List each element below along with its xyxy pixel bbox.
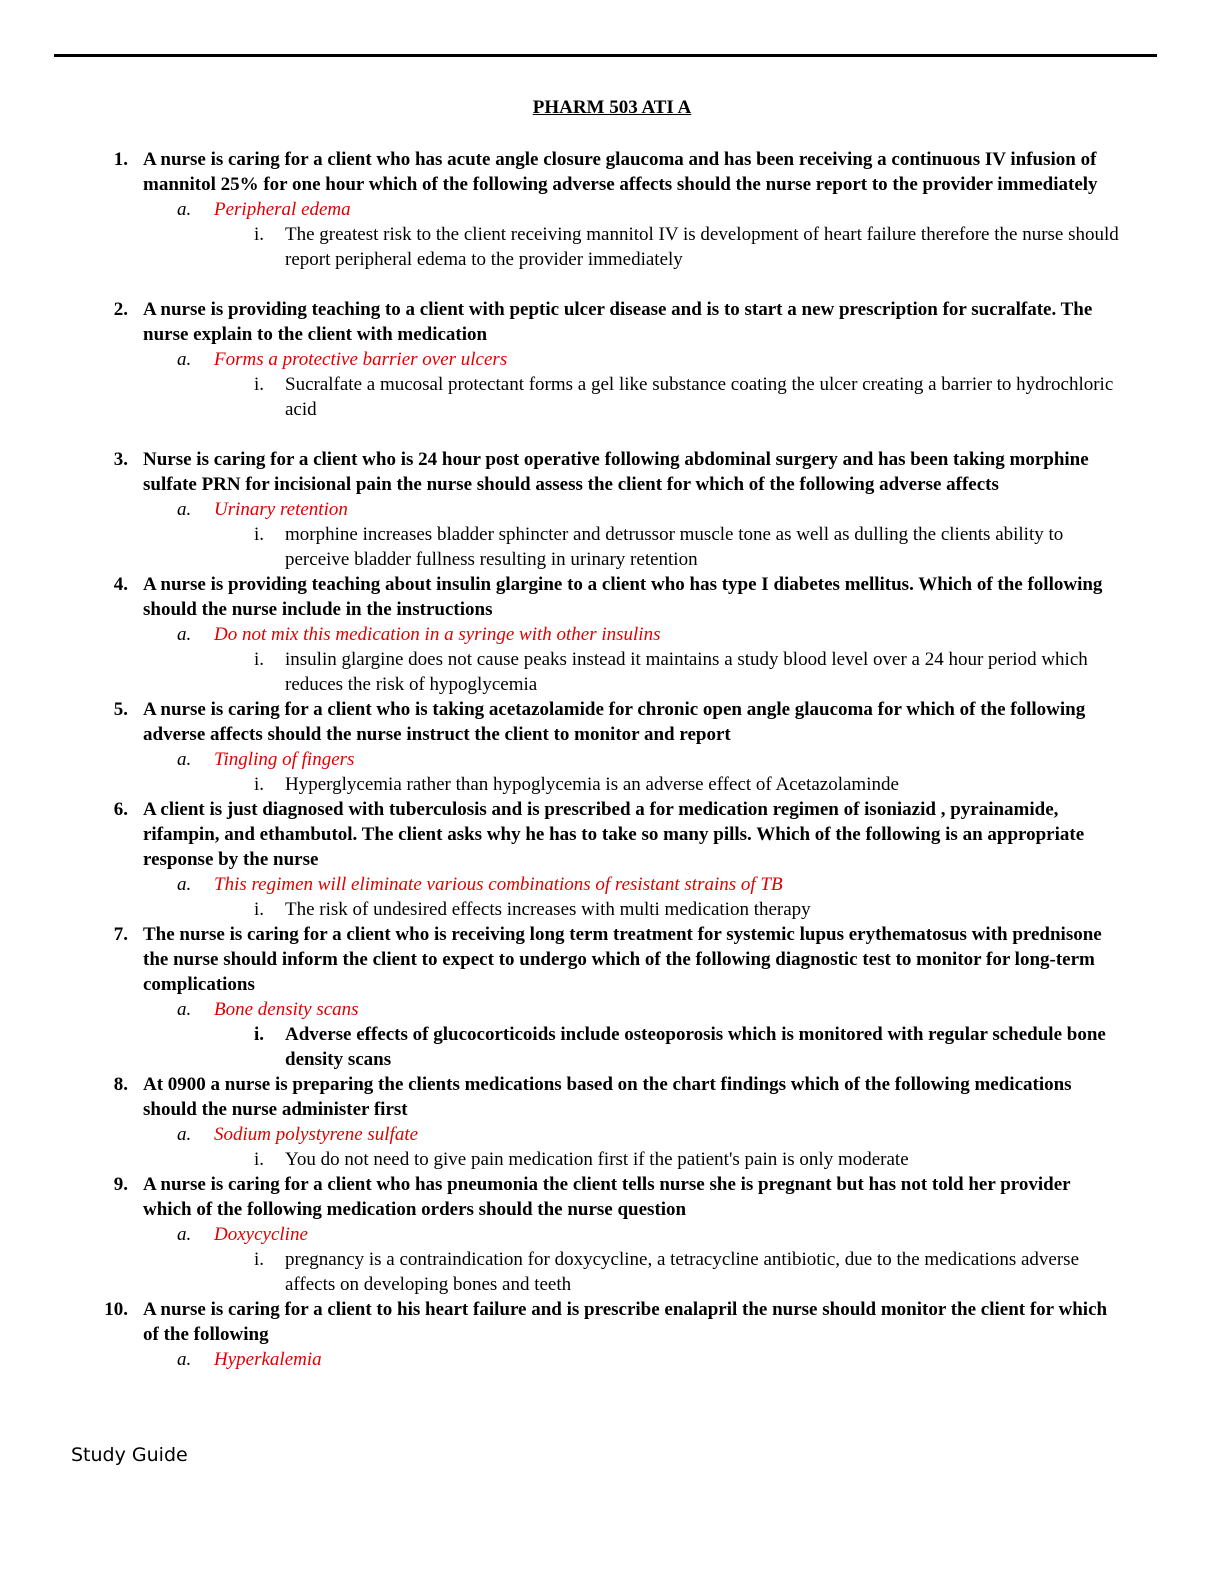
answer-marker: a. bbox=[177, 749, 192, 770]
answer-text: This regimen will eliminate various combinations of resistant strains of TB bbox=[214, 874, 783, 895]
answer bbox=[0, 1347, 1114, 1372]
answer-text: Hyperkalemia bbox=[214, 1349, 322, 1370]
rationale-text: Hyperglycemia rather than hypoglycemia is an adverse effect of Acetazolaminde bbox=[285, 774, 899, 795]
question-number: 3. bbox=[113, 449, 128, 470]
question-text: A nurse is providing teaching about insulin glargine to a client who has type I diabetes mellitus. Which of the following should the nurse include in the instructions bbox=[143, 574, 1103, 620]
answer bbox=[0, 997, 1114, 1022]
question-number: 8. bbox=[113, 1074, 128, 1095]
question-item bbox=[0, 1172, 1224, 1297]
answer-marker: a. bbox=[177, 999, 192, 1020]
rationale bbox=[0, 897, 1120, 922]
rationale bbox=[0, 647, 1120, 697]
question-item bbox=[0, 147, 1224, 272]
question-number: 6. bbox=[113, 799, 128, 820]
question-text: Nurse is caring for a client who is 24 hour post operative following abdominal surgery and has been taking morphine sulfate PRN for incisional pain the nurse should assess the client for which of the following adverse affects bbox=[143, 449, 1089, 495]
question-number: 4. bbox=[113, 574, 128, 595]
rationale-text: The greatest risk to the client receiving mannitol IV is development of heart failure therefore the nurse should report peripheral edema to the provider immediately bbox=[285, 224, 1119, 270]
rationale-text: The risk of undesired effects increases with multi medication therapy bbox=[285, 899, 811, 920]
answer bbox=[0, 622, 1114, 647]
rationale-marker: i. bbox=[254, 1249, 265, 1270]
rationale bbox=[0, 1147, 1120, 1172]
answer bbox=[0, 197, 1114, 222]
answer-text: Doxycycline bbox=[214, 1224, 308, 1245]
answer bbox=[0, 1122, 1114, 1147]
rationale-marker: i. bbox=[254, 524, 265, 545]
rationale-text: morphine increases bladder sphincter and detrussor muscle tone as well as dulling the clients ability to perceive bladder fullness resulting in urinary retention bbox=[285, 524, 1064, 570]
rationale bbox=[0, 1022, 1120, 1072]
question-text: A client is just diagnosed with tuberculosis and is prescribed a for medication regimen of isoniazid , pyrainamide, rifampin, and ethambutol. The client asks why he has to take so many pills. Which of the following is an appropriate response by the nurse bbox=[143, 799, 1085, 870]
rationale bbox=[0, 522, 1120, 572]
rationale-marker: i. bbox=[254, 774, 265, 795]
rationale-marker: i. bbox=[254, 649, 265, 670]
question-text: A nurse is providing teaching to a client with peptic ulcer disease and is to start a new prescription for sucralfate. The nurse explain to the client with medication bbox=[143, 299, 1093, 345]
answer bbox=[0, 347, 1114, 372]
answer-text: Tingling of fingers bbox=[214, 749, 355, 770]
document-title: PHARM 503 ATI A bbox=[532, 97, 692, 118]
question-number: 5. bbox=[113, 699, 128, 720]
question-text: A nurse is caring for a client who has pneumonia the client tells nurse she is pregnant but has not told her provider which of the following medication orders should the nurse question bbox=[143, 1174, 1071, 1220]
question-item bbox=[0, 572, 1224, 697]
question-number: 7. bbox=[113, 924, 128, 945]
answer-marker: a. bbox=[177, 199, 192, 220]
question-item bbox=[0, 297, 1224, 422]
answer-marker: a. bbox=[177, 349, 192, 370]
answer-text: Do not mix this medication in a syringe with other insulins bbox=[214, 624, 661, 645]
answer-marker: a. bbox=[177, 1224, 192, 1245]
question-number: 10. bbox=[104, 1299, 128, 1320]
rationale bbox=[0, 1247, 1120, 1297]
rationale-text: You do not need to give pain medication first if the patient's pain is only moderate bbox=[285, 1149, 909, 1170]
rationale-marker: i. bbox=[254, 374, 265, 395]
question-number: 9. bbox=[113, 1174, 128, 1195]
question-text: At 0900 a nurse is preparing the clients medications based on the chart findings which of the following medications should the nurse administer first bbox=[143, 1074, 1072, 1120]
question-number: 2. bbox=[113, 299, 128, 320]
answer-marker: a. bbox=[177, 1349, 192, 1370]
rationale-marker: i. bbox=[254, 899, 265, 920]
answer-text: Bone density scans bbox=[214, 999, 359, 1020]
question-number: 1. bbox=[113, 149, 128, 170]
answer-text: Peripheral edema bbox=[214, 199, 351, 220]
footer-text: Study Guide bbox=[71, 1444, 188, 1466]
answer bbox=[0, 497, 1114, 522]
question-item bbox=[0, 797, 1224, 922]
answer-text: Forms a protective barrier over ulcers bbox=[214, 349, 508, 370]
question-text: A nurse is caring for a client to his heart failure and is prescribe enalapril the nurse should monitor the client for which of the following bbox=[143, 1299, 1108, 1345]
question-item bbox=[0, 922, 1224, 1072]
rationale-marker: i. bbox=[254, 1149, 265, 1170]
rationale-text: Sucralfate a mucosal protectant forms a gel like substance coating the ulcer creating a barrier to hydrochloric acid bbox=[285, 374, 1114, 420]
rationale-text: insulin glargine does not cause peaks instead it maintains a study blood level over a 24 hour period which reduces the risk of hypoglycemia bbox=[285, 649, 1088, 695]
answer-marker: a. bbox=[177, 1124, 192, 1145]
rationale bbox=[0, 772, 1120, 797]
rationale-text: Adverse effects of glucocorticoids include osteoporosis which is monitored with regular schedule bone density scans bbox=[285, 1024, 1106, 1070]
rationale-text: pregnancy is a contraindication for doxycycline, a tetracycline antibiotic, due to the medications adverse affects on developing bones and teeth bbox=[285, 1249, 1080, 1295]
rationale-marker: i. bbox=[254, 224, 265, 245]
top-rule bbox=[54, 54, 1157, 57]
answer-marker: a. bbox=[177, 499, 192, 520]
answer-text: Urinary retention bbox=[214, 499, 348, 520]
question-text: A nurse is caring for a client who has acute angle closure glaucoma and has been receiving a continuous IV infusion of mannitol 25% for one hour which of the following adverse affects should the nurse report to the provider immediately bbox=[143, 149, 1098, 195]
answer bbox=[0, 1222, 1114, 1247]
answer bbox=[0, 747, 1114, 772]
question-item bbox=[0, 1297, 1224, 1372]
answer-marker: a. bbox=[177, 624, 192, 645]
rationale bbox=[0, 372, 1120, 422]
question-text: The nurse is caring for a client who is receiving long term treatment for systemic lupus erythematosus with prednisone the nurse should inform the client to expect to undergo which of the following diagnostic test to monitor for long-term complications bbox=[143, 924, 1102, 995]
question-item bbox=[0, 697, 1224, 797]
question-text: A nurse is caring for a client who is taking acetazolamide for chronic open angle glaucoma for which of the following adverse affects should the nurse instruct the client to monitor and report bbox=[143, 699, 1086, 745]
answer-marker: a. bbox=[177, 874, 192, 895]
answer bbox=[0, 872, 1114, 897]
rationale-marker: i. bbox=[254, 1024, 265, 1045]
question-item bbox=[0, 1072, 1224, 1172]
rationale bbox=[0, 222, 1120, 272]
answer-text: Sodium polystyrene sulfate bbox=[214, 1124, 419, 1145]
question-item bbox=[0, 447, 1224, 572]
question-list bbox=[0, 147, 1224, 1372]
